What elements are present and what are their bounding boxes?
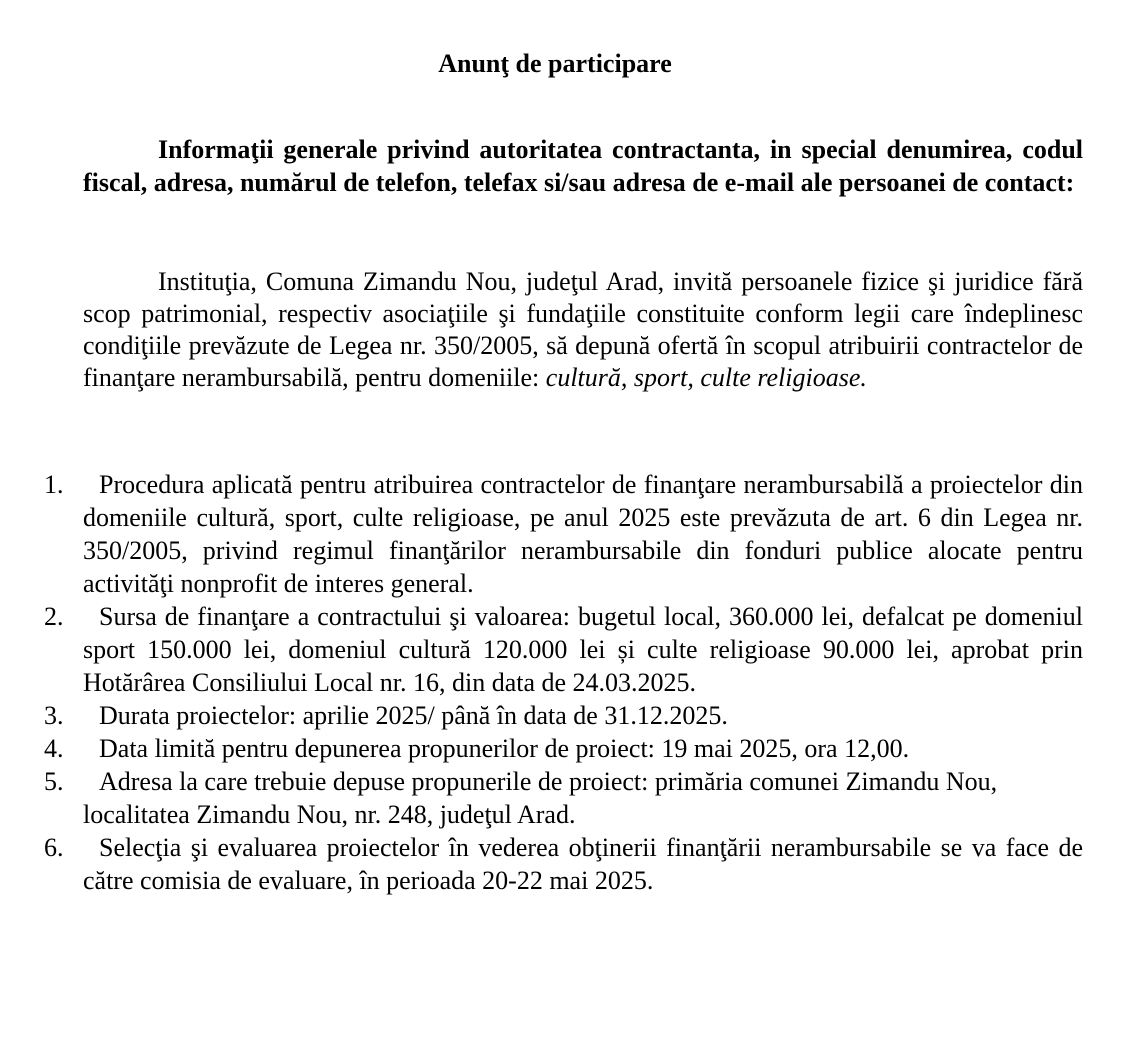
list-item-procedure [0, 468, 1083, 600]
intro-paragraph [83, 266, 1083, 394]
announcement-items-list [0, 468, 1130, 897]
intro-domains: cultură, sport, culte religioase. [545, 363, 867, 392]
list-item-financing-source [0, 600, 1083, 699]
list-item-text: Sursa de finanţare a contractului şi valoarea: bugetul local, 360.000 lei, defalcat pe domeniul sport 150.000 lei, domeniul cultură 120.000 lei și culte religioase 90.000 lei, aprobat prin Hotărârea Consiliului Local nr. 16, din data de 24.03.2025. [83, 602, 1083, 697]
list-item-number: 1. [44, 470, 64, 499]
list-item-deadline [0, 732, 1083, 765]
list-item-number: 3. [44, 701, 64, 730]
list-item-text: Adresa la care trebuie depuse propunerile de proiect: primăria comunei Zimandu Nou, localitatea Zimandu Nou, nr. 248, judeţul Arad. [83, 767, 998, 829]
document-title: Anunţ de participare [438, 49, 672, 79]
general-info-heading: Informaţii generale privind autoritatea contractanta, in special denumirea, codul fiscal, adresa, numărul de telefon, telefax si/sau adresa de e-mail ale persoanei de contact: [83, 135, 1083, 197]
list-item-number: 5. [44, 767, 64, 796]
list-item-text: Selecţia şi evaluarea proiectelor în vederea obţinerii finanţării nerambursabile se va face de către comisia de evaluare, în perioada 20-22 mai 2025. [83, 833, 1083, 895]
list-item-text: Data limită pentru depunerea propunerilor de proiect: 19 mai 2025, ora 12,00. [99, 734, 910, 763]
list-item-number: 4. [44, 734, 64, 763]
list-item-evaluation [0, 831, 1083, 897]
list-item-number: 6. [44, 833, 64, 862]
list-item-number: 2. [44, 602, 64, 631]
list-item-text: Durata proiectelor: aprilie 2025/ până în data de 31.12.2025. [99, 701, 728, 730]
list-item-text: Procedura aplicată pentru atribuirea contractelor de finanţare nerambursabilă a proiectelor din domeniile cultură, sport, culte religioase, pe anul 2025 este prevăzuta de art. 6 din Legea nr. 350/2005, privind regimul finanţărilor nerambursabile din fonduri publice alocate pentru activităţi nonprofit de interes general. [83, 470, 1083, 598]
list-item-project-duration [0, 699, 1083, 732]
intro-text: Instituţia, Comuna Zimandu Nou, judeţul Arad, invită persoanele fizice şi juridice fără scop patrimonial, respectiv asociaţiile şi fundaţiile constituite conform legii care îndeplinesc condiţiile prevăzute de Legea nr. 350/2005, să depună ofertă în scopul atribuirii contractelor de finanţare nerambursabilă, pentru domeniile: [83, 267, 1083, 392]
list-item-submission-address [0, 765, 1083, 831]
